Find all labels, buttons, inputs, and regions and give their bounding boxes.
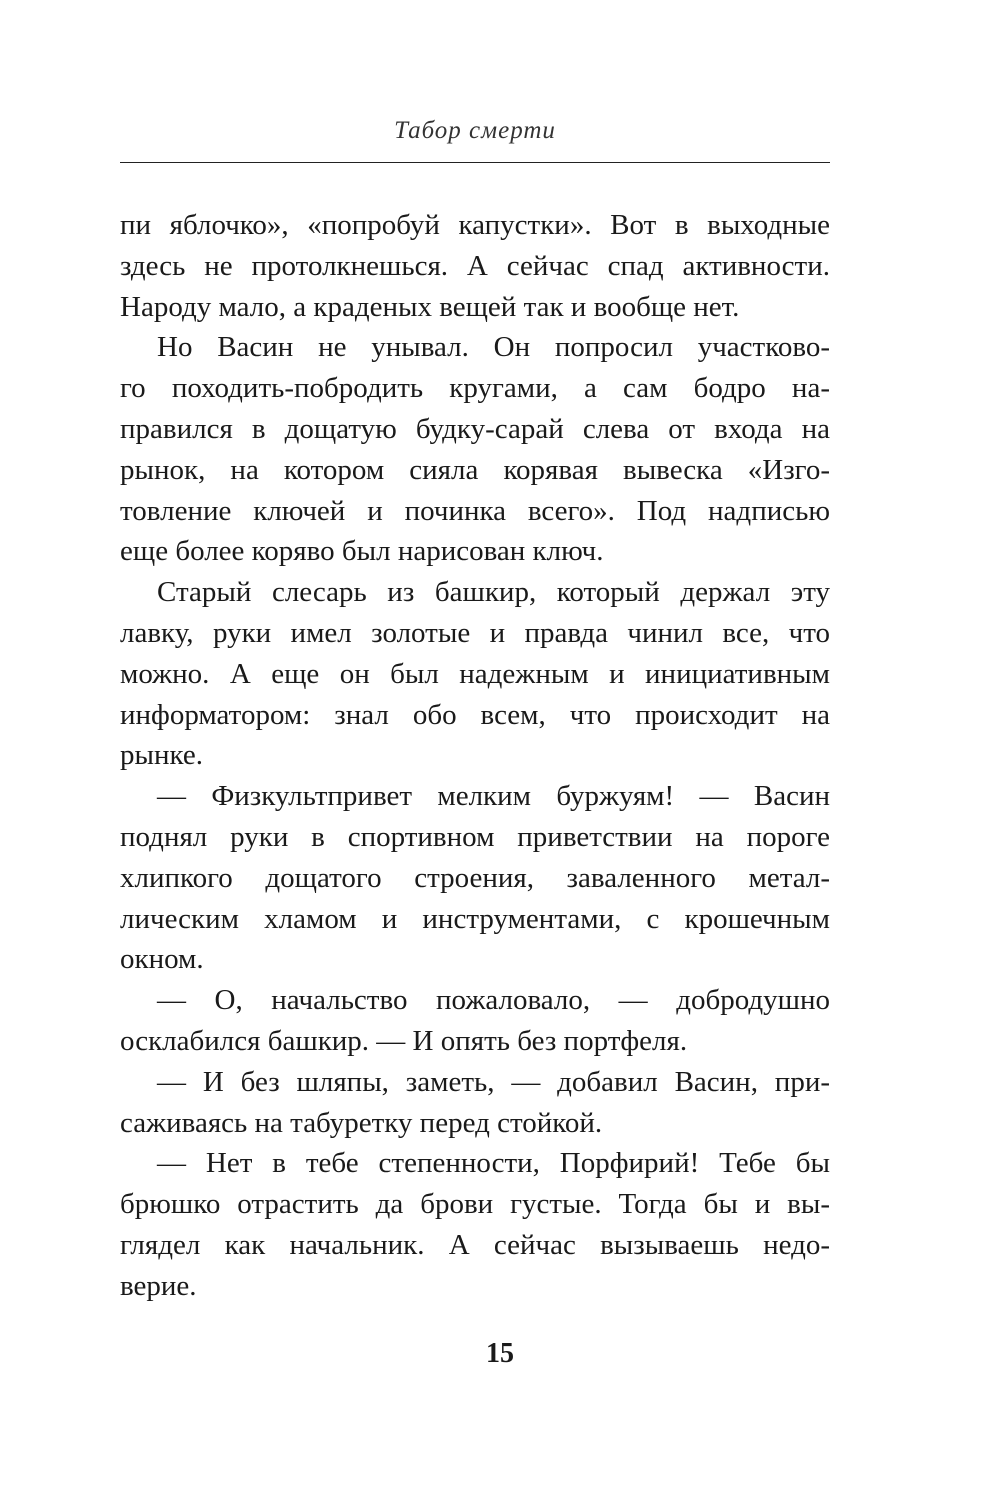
text-line: лическим хламом и инструментами, с крошечным bbox=[120, 902, 830, 935]
text-line: хлипкого дощатого строения, заваленного метал- bbox=[120, 861, 830, 894]
text-line: го походить-побродить кругами, а сам бодро на- bbox=[120, 372, 830, 405]
text-line: Но Васин не унывал. Он попросил участково- bbox=[157, 331, 830, 364]
text-line: брюшко отрастить да брови густые. Тогда бы и вы- bbox=[120, 1188, 830, 1221]
text-line: информатором: знал обо всем, что происходит на bbox=[120, 698, 830, 731]
text-line: верие. bbox=[120, 1269, 197, 1302]
text-line: пи яблочко», «попробуй капустки». Вот в выходные bbox=[120, 209, 830, 241]
text-line: здесь не протолкнешься. А сейчас спад активности. bbox=[120, 249, 830, 282]
text-line: Старый слесарь из башкир, который держал эту bbox=[157, 576, 830, 609]
text-line: товление ключей и починка всего». Под надписью bbox=[120, 494, 830, 527]
text-line: осклабился башкир. — И опять без портфеля. bbox=[120, 1024, 688, 1057]
header-rule bbox=[120, 162, 830, 163]
body-text bbox=[120, 205, 830, 1307]
page-number: 15 bbox=[486, 1338, 514, 1369]
text-line: Народу мало, а краденых вещей так и вообще нет. bbox=[120, 290, 740, 323]
text-line: глядел как начальник. А сейчас вызываешь недо- bbox=[120, 1228, 830, 1261]
text-line: — И без шляпы, заметь, — добавил Васин, при- bbox=[157, 1065, 830, 1098]
text-line: лавку, руки имел золотые и правда чинил все, что bbox=[120, 616, 830, 649]
text-line: — Нет в тебе степенности, Порфирий! Тебе бы bbox=[157, 1147, 830, 1180]
text-line: правился в дощатую будку-сарай слева от входа на bbox=[120, 412, 830, 445]
text-line: поднял руки в спортивном приветствии на пороге bbox=[120, 820, 830, 853]
text-line: саживаясь на табуретку перед стойкой. bbox=[120, 1106, 603, 1139]
running-head: Табор смерти bbox=[394, 117, 556, 144]
text-line: рынке. bbox=[120, 739, 203, 772]
text-line: — О, начальство пожаловало, — добродушно bbox=[157, 984, 830, 1017]
text-line: можно. А еще он был надежным и инициативным bbox=[120, 657, 830, 690]
text-line: рынок, на котором сияла корявая вывеска «Изго- bbox=[120, 453, 830, 486]
text-line: еще более коряво был нарисован ключ. bbox=[120, 535, 604, 568]
text-line: окном. bbox=[120, 943, 204, 976]
text-line: — Физкультпривет мелким буржуям! — Васин bbox=[157, 780, 830, 813]
